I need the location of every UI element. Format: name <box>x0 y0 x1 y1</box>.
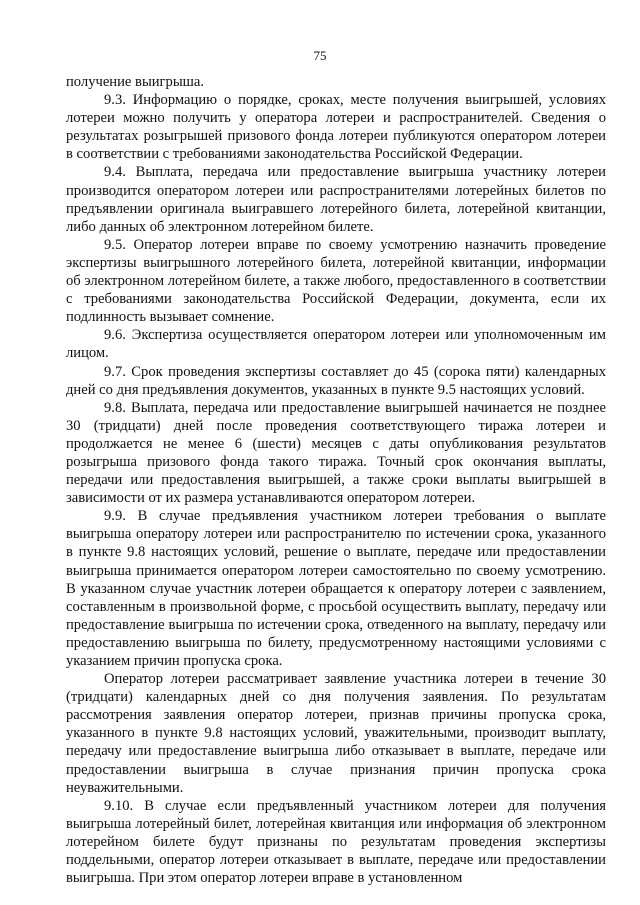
paragraph-9-4: 9.4. Выплата, передача или предоставление выигрыша участнику лотереи производится оператором лотереи или распространителями лотерейных билетов по предъявлении оригинала выигравшего лотерейного билета, лотерейной квитанции, либо данных об электронном лотерейном билете. <box>66 164 606 235</box>
paragraph-9-9: 9.9. В случае предъявления участником лотереи требования о выплате выигрыша оператору лотереи или распространителю по истечении срока, указанного в пункте 9.8 настоящих условий, решение о выплате, передаче или предоставлении выигрыша принимается оператором лотереи самостоятельно по своему усмотрению. В указанном случае участник лотереи обращается к оператору лотереи с заявлением, составленным в произвольной форме, с просьбой осуществить выплату, передачу или предоставление выигрыша по истечении срока, отведенного на выплату, передачу или предоставлению выигрыша по билету, предусмотренному настоящими условиями с указанием причин пропуска срока. <box>66 508 606 669</box>
page-number: 75 <box>313 48 327 63</box>
document-body <box>66 73 606 887</box>
paragraph-continuation: получение выигрыша. <box>66 74 205 90</box>
paragraph-9-7: 9.7. Срок проведения экспертизы составляет до 45 (сорока пяти) календарных дней со дня предъявления документов, указанных в пункте 9.5 настоящих условий. <box>66 363 606 398</box>
paragraph-9-5: 9.5. Оператор лотереи вправе по своему усмотрению назначить проведение экспертизы выигрышного лотерейного билета, лотерейной квитанции, информации об электронном лотерейном билете, а также любого, предоставленного в соответствии с требованиями законодательства Российской Федерации, документа, если их подлинность вызывает сомнение. <box>66 236 606 326</box>
paragraph-9-10: 9.10. В случае если предъявленный участником лотереи для получения выигрыша лотерейный билет, лотерейная квитанция или информация об электронном лотерейном билете будут признаны по результатам проведения экспертизы поддельными, оператор лотереи отказывает в выплате, передаче или предоставлении выигрыша. При этом оператор лотереи вправе в установленном <box>66 797 606 887</box>
paragraph-9-6: 9.6. Экспертиза осуществляется оператором лотереи или уполномоченным им лицом. <box>66 327 606 362</box>
paragraph-9-9-continued: Оператор лотереи рассматривает заявление участника лотереи в течение 30 (тридцати) календарных дней со дня получения заявления. По результатам рассмотрения заявления оператор лотереи, признав причины пропуска срока, указанного в пункте 9.8 настоящих условий, уважительными, производит выплату, передачу или предоставление выигрыша либо отказывает в выплате, передаче или предоставлении выигрыша в случае признания причин пропуска срока неуважительными. <box>66 671 606 796</box>
paragraph-9-3: 9.3. Информацию о порядке, сроках, месте получения выигрышей, условиях лотереи можно получить у оператора лотереи и распространителей. Сведения о результатах розыгрышей призового фонда лотереи публикуются оператором лотереи в соответствии с требованиями законодательства Российской Федерации. <box>66 92 606 163</box>
paragraph-9-8: 9.8. Выплата, передача или предоставление выигрышей начинается не позднее 30 (тридцати) дней после проведения соответствующего тиража лотереи и продолжается не менее 6 (шести) месяцев с даты опубликования результатов розыгрыша призового фонда такого тиража. Точный срок окончания выплаты, передачи или предоставления выигрышей, а также сроки выплаты выигрышей в зависимости от их размера устанавливаются оператором лотереи. <box>66 399 606 507</box>
